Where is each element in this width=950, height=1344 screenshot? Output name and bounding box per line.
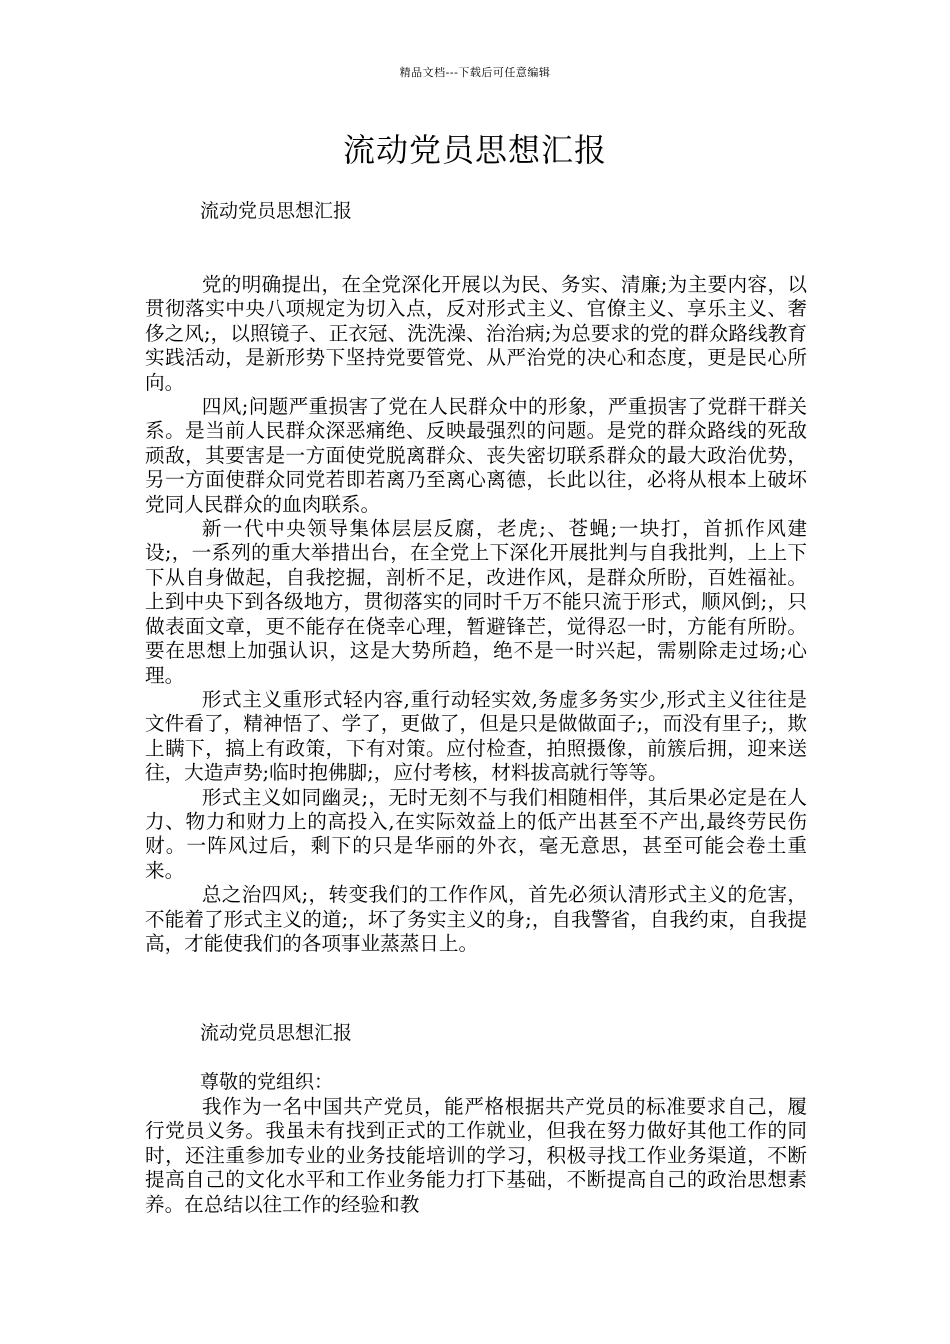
salutation: 尊敬的党组织： [200,1071,334,1093]
paragraph: 新一代中央领导集体层层反腐，老虎;、苍蝇;一块打，首抓作风建设;，一系列的重大举措出台，在全党上下深化开展批判与自我批判，上上下下从自身做起，自我挖掘，剖析不足，改进作风，是群众所盼，百姓福祉。上到中央下到各级地方，贯彻落实的同时千万不能只流于形式，顺风倒;，只做表面文章，更不能存在侥幸心理，暂避锋芒，觉得忍一时，方能有所盼。要在思想上加强认识，这是大势所趋，绝不是一时兴起，需剔除走过场;心理。 [145,517,807,687]
body-section-2 [145,1095,807,1217]
paragraph: 我作为一名中国共产党员，能严格根据共产党员的标准要求自己，履行党员义务。我虽未有找到正式的工作就业，但我在努力做好其他工作的同时，还注重参加专业的业务技能培训的学习，积极寻找工作业务渠道，不断提高自己的文化水平和工作业务能力打下基础，不断提高自己的政治思想素养。在总结以往工作的经验和教 [145,1095,807,1216]
subtitle-1: 流动党员思想汇报 [200,200,353,222]
paragraph: 形式主义如同幽灵;，无时无刻不与我们相随相伴，其后果必定是在人力、物力和财力上的高投入,在实际效益上的低产出甚至不产出,最终劳民伤财。一阵风过后，剩下的只是华丽的外衣，毫无意思，甚至可能会卷土重来。 [145,785,807,882]
body-section-1 [145,273,807,956]
paragraph: 四风;问题严重损害了党在人民群众中的形象，严重损害了党群干群关系。是当前人民群众深恶痛绝、反映最强烈的问题。是党的群众路线的死敌顽敌，其要害是一方面使党脱离群众、丧失密切联系群众的最大政治优势，另一方面使群众同党若即若离乃至离心离德，长此以往，必将从根本上破坏党同人民群众的血肉联系。 [145,395,807,516]
paragraph: 党的明确提出，在全党深化开展以为民、务实、清廉;为主要内容，以贯彻落实中央八项规定为切入点，反对形式主义、官僚主义、享乐主义、奢侈之风;，以照镜子、正衣冠、洗洗澡、治治病;为总要求的党的群众路线教育实践活动，是新形势下坚持党要管党、从严治党的决心和态度，更是民心所向。 [145,273,807,394]
subtitle-2: 流动党员思想汇报 [200,1022,353,1044]
paragraph: 形式主义重形式轻内容,重行动轻实效,务虚多务实少,形式主义往往是文件看了，精神悟了、学了，更做了，但是只是做做面子;，而没有里子;，欺上瞒下，搞上有政策，下有对策。应付检查，拍照摄像，前簇后拥，迎来送往，大造声势;临时抱佛脚;，应付考核，材料拔高就行等等。 [145,687,807,785]
paragraph: 总之治四风;，转变我们的工作作风，首先必须认清形式主义的危害，不能着了形式主义的道;，坏了务实主义的身;，自我警省，自我约束，自我提高，才能使我们的各项事业蒸蒸日上。 [145,883,807,955]
header-note: 精品文档---下载后可任意编辑 [399,66,551,79]
document-title: 流动党员思想汇报 [342,131,607,169]
